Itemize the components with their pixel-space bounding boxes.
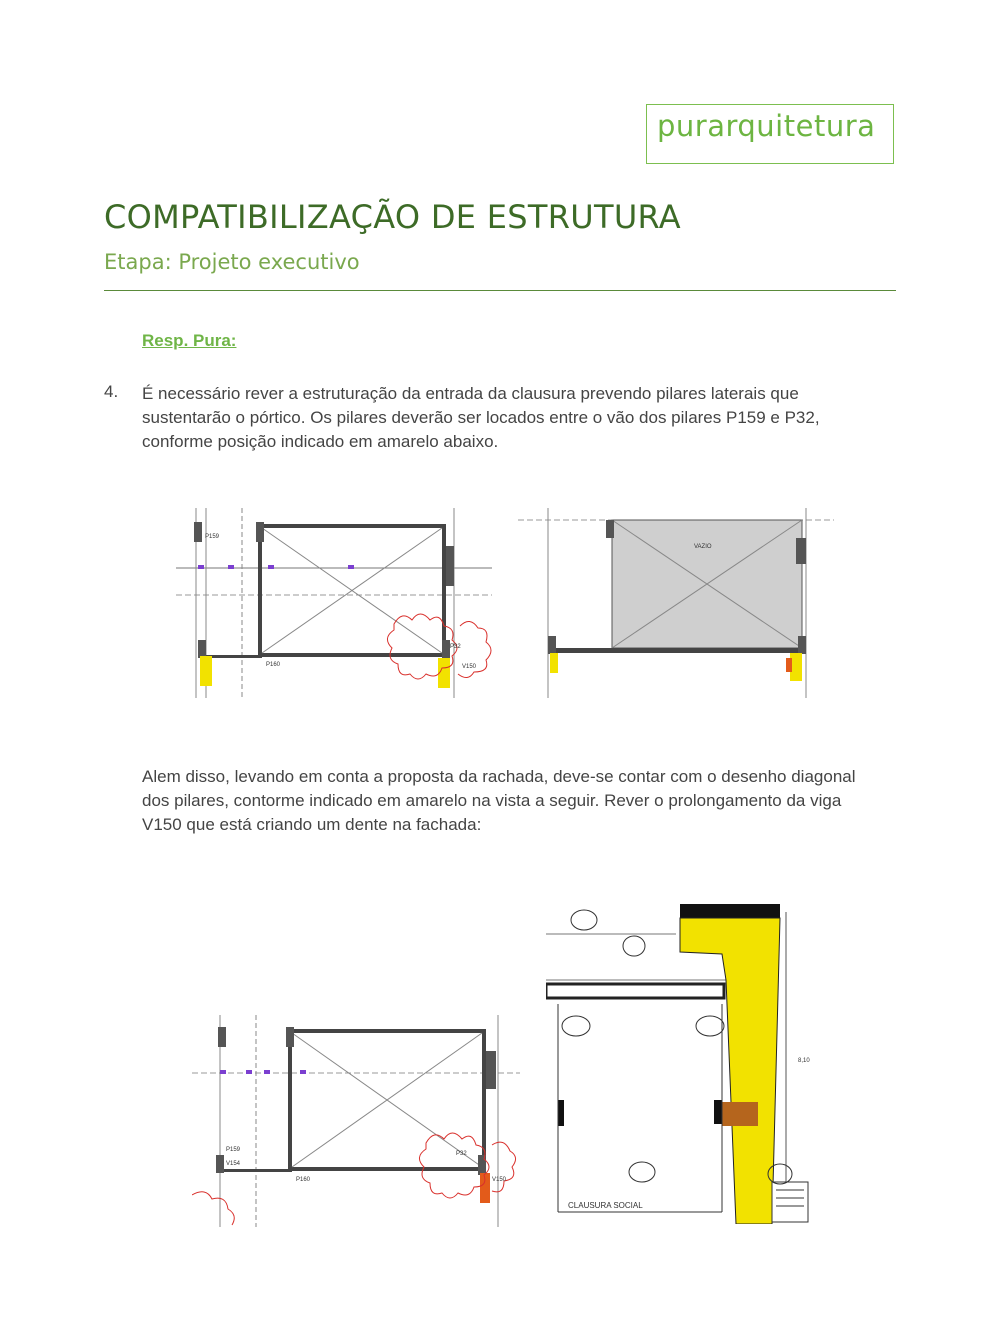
label-p32: P32 — [456, 1151, 467, 1157]
label-height: 8,10 — [798, 1058, 810, 1064]
label-v150: V150 — [492, 1177, 507, 1183]
paragraph-1: É necessário rever a estruturação da entrada da clausura prevendo pilares laterais que sustentarão o pórtico. Os pilares deverão ser locados entre o vão dos pilares P159 e P32, conforme posição indicado em amarelo abaixo. — [142, 384, 820, 451]
structural-plan-figure-3 — [192, 1015, 520, 1227]
paragraph-2: Alem disso, levando em conta a proposta da rachada, deve-se contar com o desenho diagonal dos pilares, contorme indicado em amarelo na vista a seguir. Rever o prolongamento da viga V150 que está criando um dente na fachada: — [142, 767, 856, 834]
label-p160: P160 — [296, 1177, 311, 1183]
label-p32: P32 — [450, 644, 461, 650]
resp-label: Resp. Pura: — [142, 331, 237, 350]
structural-plan-figure-1 — [176, 508, 492, 698]
logo-text: purarquitetura — [657, 109, 876, 143]
label-clausura-social: CLAUSURA SOCIAL — [568, 1201, 643, 1210]
facade-section-figure-4 — [546, 892, 818, 1224]
label-p160: P160 — [266, 662, 281, 668]
label-v150: V150 — [462, 664, 477, 670]
page-subtitle: Etapa: Projeto executivo — [104, 250, 360, 274]
label-v154: V154 — [226, 1161, 241, 1167]
label-p159: P159 — [226, 1147, 241, 1153]
structural-plan-figure-2 — [518, 508, 834, 698]
header-divider — [104, 290, 896, 291]
page-title: COMPATIBILIZAÇÃO DE ESTRUTURA — [104, 198, 681, 236]
label-p159: P159 — [205, 534, 220, 540]
item-number: 4. — [104, 382, 119, 401]
brand-logo — [646, 104, 894, 164]
label-vazio: VAZIO — [694, 544, 712, 550]
